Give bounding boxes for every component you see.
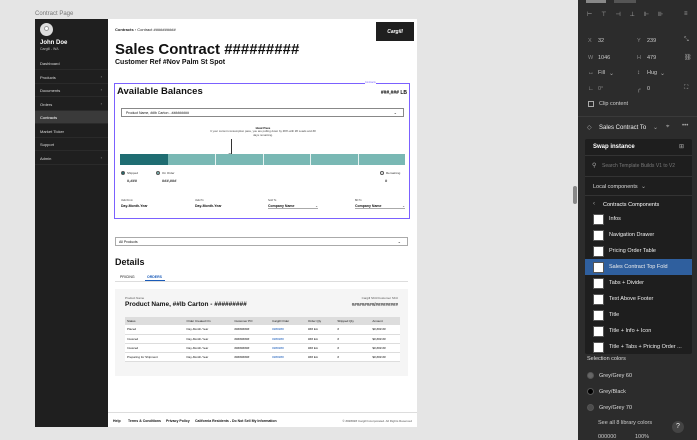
sidebar-item-label: Dashboard — [40, 61, 60, 66]
table-cell: Invoiced — [125, 343, 185, 352]
sku-value: #########/######### — [351, 302, 398, 307]
w-input[interactable]: 1046 — [598, 55, 611, 61]
table-cell: # — [335, 325, 370, 334]
library-select[interactable]: Local components — [593, 184, 638, 190]
dropdown-divider — [585, 176, 692, 177]
sidebar-item-label: Market Ticker — [40, 128, 65, 134]
selection-color-item[interactable] — [587, 372, 632, 379]
table-cell: # — [335, 352, 370, 361]
component-option-label: Sales Contract Top Fold — [609, 264, 668, 270]
table-row — [125, 343, 400, 352]
column-header: Amount — [370, 317, 400, 325]
component-option-label: Title + Info + Icon — [609, 328, 652, 334]
canvas-scrollbar[interactable] — [573, 186, 577, 204]
legend-label: Remaining — [386, 171, 401, 175]
product-label: Product Name — [125, 296, 145, 300]
all-products-select[interactable] — [115, 237, 408, 246]
table-cell: # — [335, 343, 370, 352]
x-label: X — [588, 38, 592, 44]
product-select-value: Product Name, ##lb Carton - ######### — [126, 111, 190, 115]
clip-content-label: Clip content — [599, 101, 629, 107]
rotation-input[interactable]: 0° — [598, 86, 604, 92]
field-label: Valid To — [195, 199, 204, 202]
active-tab-indicator — [145, 280, 165, 281]
chevron-down-icon: ⌄ — [397, 239, 401, 244]
height-mode-select[interactable]: Hug — [647, 70, 658, 76]
component-thumbnail — [593, 326, 604, 337]
component-option-label: Title — [609, 312, 620, 318]
cargill-order-link[interactable]: ####### — [270, 343, 306, 352]
footer-link-california[interactable]: California Residents - Do Not Sell My Information — [195, 419, 277, 423]
table-cell: ### EA — [306, 343, 335, 352]
table-cell: Placed — [125, 325, 185, 334]
footer-link-terms[interactable]: Terms & Conditions — [128, 419, 161, 423]
component-option[interactable] — [585, 291, 692, 307]
bill-to-select[interactable] — [355, 199, 405, 209]
legend-dot — [380, 171, 384, 175]
search-input[interactable]: Search Template Builds V1 to V2 — [602, 163, 676, 169]
table-cell: ### EA — [306, 325, 335, 334]
legend-value: ###,### — [162, 178, 177, 183]
swap-instance-title: Swap instance — [593, 144, 635, 150]
product-select[interactable] — [121, 108, 404, 117]
column-header: Status — [125, 317, 185, 325]
legend-dot — [156, 171, 160, 175]
component-thumbnail — [593, 214, 604, 225]
footer-link-privacy[interactable]: Privacy Policy — [166, 419, 190, 423]
component-option[interactable] — [585, 259, 692, 275]
section-divider — [578, 116, 697, 117]
sidebar-item-label: Products — [40, 74, 56, 80]
sidebar-item-label: Contracts — [40, 115, 58, 120]
breadcrumb — [115, 27, 176, 32]
component-thumbnail — [593, 310, 604, 321]
clip-content-checkbox[interactable] — [588, 101, 594, 107]
table-cell: Day-Month-Year — [185, 334, 233, 343]
chevron-down-icon: ⌄ — [641, 184, 647, 190]
table-cell: ### EA — [306, 352, 335, 361]
color-style-name: Grey/Grey 60 — [599, 372, 633, 379]
component-option[interactable] — [585, 227, 692, 243]
swap-instance-dropdown — [585, 139, 692, 354]
component-option[interactable] — [585, 323, 692, 339]
legend-dot — [121, 171, 125, 175]
search-icon: ⚲ — [592, 163, 597, 169]
y-label: Y — [637, 38, 641, 44]
color-style-name: Grey/Black — [599, 388, 626, 395]
chevron-right-icon: › — [100, 73, 102, 79]
selection-color-item[interactable] — [587, 404, 632, 411]
component-option-label: Tabs + Divider — [609, 280, 645, 286]
table-cell: Day-Month-Year — [185, 352, 233, 361]
chevron-down-icon: ⌄ — [393, 110, 397, 115]
component-instance-icon: ◇ — [587, 125, 592, 131]
table-cell: $#,###.## — [370, 343, 400, 352]
distribute-icon[interactable]: ≡ — [684, 11, 688, 17]
shipped-fill — [120, 154, 168, 165]
all-products-value: All Products — [119, 240, 138, 244]
component-option[interactable] — [585, 307, 692, 323]
balance-progress-bar — [120, 154, 405, 165]
sidebar-item-contracts[interactable] — [35, 111, 108, 124]
table-cell: ######### — [232, 352, 270, 361]
sidebar — [35, 19, 108, 427]
available-balances-card[interactable] — [114, 83, 410, 219]
sidebar-item-admin[interactable] — [35, 152, 108, 165]
table-row — [125, 325, 400, 334]
user-location: Cargill - WA — [40, 47, 59, 51]
cargill-order-link[interactable]: ####### — [270, 352, 306, 361]
sidebar-item-documents[interactable] — [35, 84, 108, 97]
column-header: Customer PO — [232, 317, 270, 325]
tab-pricing[interactable]: PRICING — [120, 275, 135, 279]
bar-divider — [263, 154, 264, 165]
corner-radius-input[interactable]: 0 — [647, 86, 651, 92]
balances-title: Available Balances — [117, 86, 203, 97]
avatar[interactable] — [40, 23, 53, 36]
chevron-down-icon: ⌄ — [660, 71, 666, 77]
rotation-icon: ∟ — [588, 86, 594, 92]
component-option[interactable] — [585, 339, 692, 355]
component-option-label: Pricing Order Table — [609, 248, 656, 254]
legend-remaining — [380, 171, 400, 175]
valid-from-field — [121, 199, 186, 208]
legend-label: On Order — [162, 171, 175, 175]
x-input[interactable]: 32 — [598, 38, 605, 44]
resize-horizontal-icon: ↔ — [588, 70, 594, 76]
user-name: John Doe — [40, 40, 68, 46]
width-mode-select[interactable]: Fill — [598, 70, 606, 76]
column-header: Order Qty — [306, 317, 335, 325]
component-thumbnail — [593, 230, 604, 241]
h-label: H — [637, 55, 641, 61]
instance-name-select[interactable]: Sales Contract To — [599, 125, 647, 131]
copyright: © ####### Cargill Incorporated. All Rights Reserved — [342, 419, 412, 423]
w-label: W — [588, 55, 594, 61]
sidebar-item-orders[interactable] — [35, 98, 108, 111]
ideal-pace-text: It your current consumption pace, you are pulling down by ##% with ## Loads and ## days remaining. — [210, 129, 316, 137]
sidebar-item-label: Orders — [40, 101, 53, 107]
go-to-main-component-icon[interactable]: ⌖ — [666, 124, 670, 130]
field-value: Day-Month-Year — [195, 204, 222, 208]
selection-color-item[interactable] — [587, 388, 626, 395]
resize-vertical-icon: ↕ — [637, 70, 640, 76]
column-header: Shipped Qty — [335, 317, 370, 325]
component-group-title: Contracts Components — [603, 202, 660, 208]
sidebar-item-products[interactable] — [35, 71, 108, 84]
sku-label: Cargill SKU/Customer SKU — [361, 296, 398, 300]
field-value: Company Name — [355, 204, 382, 208]
chevron-right-icon: › — [100, 100, 102, 106]
component-option-label: Navigation Drawer — [609, 232, 655, 238]
contract-page — [108, 19, 417, 427]
sidebar-item-dashboard[interactable] — [35, 57, 108, 70]
order-card — [115, 289, 408, 376]
component-option-label: Text Above Footer — [609, 296, 654, 302]
ideal-pace-pointer — [231, 139, 232, 155]
orders-table — [125, 317, 400, 362]
color-opacity-value[interactable]: 100% — [635, 434, 650, 440]
sidebar-item-market-ticker[interactable] — [35, 125, 108, 138]
sidebar-item-label: Admin — [40, 155, 52, 161]
legend-on-order — [156, 171, 175, 175]
balances-total: ###,### LB — [380, 90, 407, 96]
chevron-down-icon: ⌄ — [609, 71, 615, 77]
table-cell: $#,###.## — [370, 352, 400, 361]
component-thumbnail — [593, 294, 604, 305]
details-title: Details — [115, 257, 145, 267]
component-option-label: Title + Tabs + Pricing Order ... — [609, 344, 682, 350]
breadcrumb-current: Contract ########## — [137, 27, 176, 32]
component-label: Contracts — [365, 81, 376, 84]
footer-link-help[interactable]: Help — [113, 419, 121, 423]
table-cell: ######### — [232, 334, 270, 343]
table-cell: $#,###.## — [370, 334, 400, 343]
sidebar-item-label: Documents — [40, 88, 61, 93]
component-option[interactable] — [585, 243, 692, 259]
page-title: Sales Contract ######### — [115, 41, 300, 58]
see-all-colors-link[interactable]: See all 8 library colors — [598, 420, 653, 426]
field-value: Day-Month-Year — [121, 204, 148, 208]
color-style-name: Grey/Grey 70 — [599, 404, 633, 411]
legend-value: # — [385, 178, 388, 183]
field-label: Valid From — [121, 199, 133, 202]
column-header: Cargill Order — [270, 317, 306, 325]
independent-corners-icon[interactable]: ⛶ — [684, 85, 689, 91]
color-swatch — [587, 404, 594, 411]
table-cell: # — [335, 334, 370, 343]
table-row — [125, 334, 400, 343]
constraints-icon[interactable]: ⤡ — [684, 37, 689, 43]
field-underline — [355, 208, 405, 209]
page-subtitle: Customer Ref #Nov Palm St Spot — [115, 59, 226, 66]
h-input[interactable]: 479 — [647, 55, 657, 61]
breadcrumb-separator: › — [134, 27, 137, 32]
dropdown-divider — [585, 195, 692, 196]
user-icon — [44, 26, 49, 31]
panel-tab-design[interactable] — [586, 0, 606, 3]
dropdown-divider — [585, 155, 692, 156]
component-option[interactable] — [585, 211, 692, 227]
color-hex-value[interactable]: 000000 — [598, 434, 617, 440]
component-thumbnail — [593, 246, 604, 257]
component-option-label: Infos — [609, 216, 621, 222]
table-cell: Preparing for Shipment — [125, 352, 185, 361]
align-toolbar[interactable]: ⊢⊤⊣⊥⊩⊪ — [587, 12, 673, 18]
panel-tab-prototype[interactable] — [614, 0, 636, 3]
breadcrumb-contracts[interactable]: Contracts — [115, 27, 134, 32]
table-cell: Day-Month-Year — [185, 325, 233, 334]
sidebar-item-label: Support — [40, 142, 55, 147]
link-icon[interactable]: ⛓ — [684, 55, 692, 61]
corner-radius-icon: ╭ — [637, 87, 641, 93]
table-cell: Invoiced — [125, 334, 185, 343]
cargill-order-link[interactable]: ####### — [270, 334, 306, 343]
component-option[interactable] — [585, 275, 692, 291]
help-button[interactable]: ? — [672, 421, 684, 433]
table-cell: $#,###.## — [370, 325, 400, 334]
chevron-down-icon: ⌄ — [653, 125, 659, 131]
y-input[interactable]: 239 — [647, 38, 657, 44]
table-row — [125, 352, 400, 361]
chevron-right-icon: › — [100, 154, 102, 160]
table-cell: ######### — [232, 343, 270, 352]
sold-to-select[interactable] — [268, 199, 318, 209]
selection-colors-title: Selection colors — [587, 356, 626, 362]
table-cell: ######### — [232, 325, 270, 334]
component-thumbnail — [593, 278, 604, 289]
footer — [108, 412, 417, 427]
legend-label: Shipped — [127, 171, 139, 175]
tabs-divider — [115, 281, 408, 282]
chevron-down-icon: ⌄ — [402, 204, 405, 208]
legend-shipped — [121, 171, 138, 175]
component-thumbnail — [593, 342, 604, 353]
more-options-icon[interactable]: ••• — [682, 123, 689, 129]
color-swatch — [587, 388, 594, 395]
table-cell: Day-Month-Year — [185, 343, 233, 352]
product-name: Product Name, ##lb Carton - ######### — [125, 301, 247, 308]
frame-label: Contract Page — [35, 11, 74, 17]
bar-divider — [215, 154, 216, 165]
bar-divider — [358, 154, 359, 165]
cargill-logo[interactable]: Cargill — [376, 22, 414, 41]
chevron-down-icon: ⌄ — [315, 204, 318, 208]
chevron-right-icon: › — [100, 87, 102, 92]
sidebar-item-support[interactable] — [35, 138, 108, 151]
field-label: Sold To — [268, 199, 277, 202]
legend-value: #,### — [127, 178, 138, 183]
field-value: Company Name — [268, 204, 295, 208]
bar-divider — [310, 154, 311, 165]
back-arrow-icon[interactable]: ‹ — [593, 201, 595, 207]
valid-to-field — [195, 199, 260, 208]
tab-orders[interactable]: ORDERS — [147, 275, 162, 279]
cargill-order-link[interactable]: ####### — [270, 325, 306, 334]
table-cell: ### EA — [306, 334, 335, 343]
color-swatch — [587, 372, 594, 379]
column-header: Order Created On — [185, 317, 233, 325]
field-underline — [268, 208, 318, 209]
grid-view-icon[interactable]: ⊞ — [679, 144, 685, 150]
component-thumbnail — [593, 262, 604, 273]
field-label: Bill To — [355, 199, 362, 202]
ideal-pace-title: Ideal Pace — [255, 126, 271, 130]
